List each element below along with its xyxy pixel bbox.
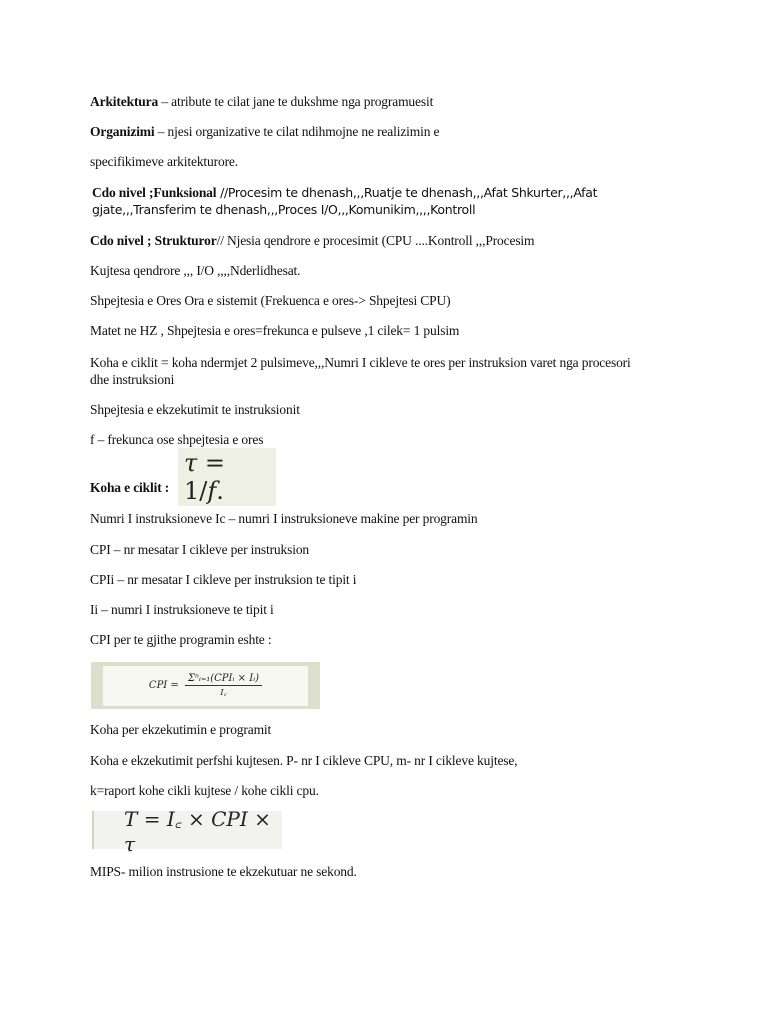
line-mips: MIPS- milion instrusione te ekzekutuar ne sekond. (90, 864, 357, 879)
line-shpejtesia-ores: Shpejtesia e Ores Ora e sistemit (Frekuenca e ores-> Shpejtesi CPU) (90, 293, 451, 308)
term-funksional: Cdo nivel ;Funksional (92, 185, 217, 200)
line-strukturor (90, 232, 690, 249)
formula-cpi-denominator: I꜀ (220, 688, 227, 698)
formula-cpi-numerator: Σⁿᵢ₌₁(CPIᵢ × Iᵢ) (185, 673, 262, 686)
term-strukturor: Cdo nivel ; Strukturor (90, 233, 217, 248)
formula-tau-image (178, 449, 276, 505)
term-organizimi: Organizimi (90, 124, 155, 139)
line-k-raport: k=raport kohe cikli kujtese / kohe cikli cpu. (90, 783, 319, 798)
line-ii: Ii – numri I instruksioneve te tipit i (90, 602, 274, 617)
term-arkitektura: Arkitektura (90, 94, 159, 109)
formula-cpi-lhs: CPI = (148, 680, 179, 691)
line-arkitektura (90, 93, 690, 110)
formula-cpi-image (91, 662, 320, 709)
line-specifikime: specifikimeve arkitekturore. (90, 154, 238, 169)
def-strukturor: // Njesia qendrore e procesimit (CPU ....Kontroll ,,,Procesim (216, 233, 535, 248)
formula-cpi-fraction (185, 673, 262, 698)
formula-tau-dot: . (216, 477, 224, 505)
formula-tau-lhs: τ (184, 449, 198, 477)
def-funksional: //Procesim te dhenash,,,Ruatje te dhenash,,,Afat Shkurter,,,Afat gjate,,,Transferim te dhenash,,,Proces I/O,,,Komunikim,,,,Kontroll (92, 185, 598, 217)
line-kujtesa: Kujtesa qendrore ,,, I/O ,,,,Nderlidhesat. (90, 263, 301, 278)
def-arkitektura: – atribute te cilat jane te dukshme nga programuesit (158, 94, 434, 109)
line-cpii: CPIi – nr mesatar I cikleve per instruksion te tipit i (90, 572, 357, 587)
line-numri-ic: Numri I instruksioneve Ic – numri I instruksioneve makine per programin (90, 511, 478, 526)
line-matet: Matet ne HZ , Shpejtesia e ores=frekunca e pulseve ,1 cilek= 1 pulsim (90, 323, 460, 338)
line-funksional (92, 184, 632, 218)
formula-T-image: T = I꜀ × CPI × τ (92, 811, 282, 849)
line-koha-ciklit: Koha e ciklit : (90, 480, 170, 495)
line-koha-ciklit-def: Koha e ciklit = koha ndermjet 2 pulsimeve,,,Numri I cikleve te ores per instruksion varet nga procesori dhe instruksioni (90, 355, 631, 387)
line-koha-ekzekutimit-programit: Koha per ekzekutimin e programit (90, 722, 272, 737)
line-cpi-program: CPI per te gjithe programin eshte : (90, 632, 272, 647)
formula-tau-var: f (207, 477, 217, 505)
line-koha-ekzekutimit-kujtesen: Koha e ekzekutimit perfshi kujtesen. P- nr I cikleve CPU, m- nr I cikleve kujtese, (90, 753, 518, 768)
line-frekunca: f – frekunca ose shpejtesia e ores (90, 432, 264, 447)
line-cpi: CPI – nr mesatar I cikleve per instruksion (90, 542, 310, 557)
line-organizimi (90, 123, 690, 140)
line-shpejtesia-ekzekutimit: Shpejtesia e ekzekutimit te instruksionit (90, 402, 300, 417)
def-organizimi: – njesi organizative te cilat ndihmojne ne realizimin e (154, 124, 440, 139)
formula-tau-eq: = 1/ (184, 449, 226, 505)
